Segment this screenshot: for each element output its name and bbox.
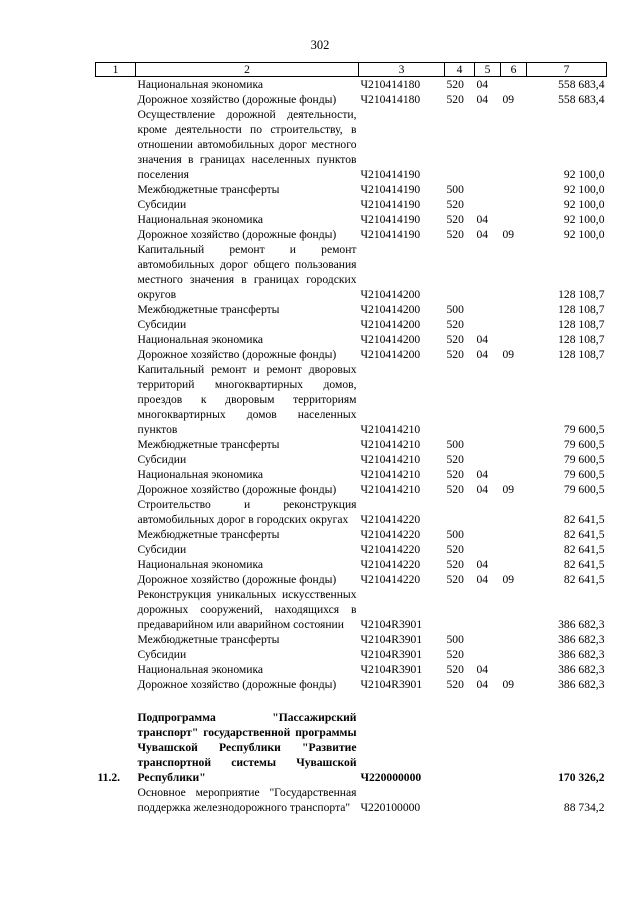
table-row bbox=[96, 107, 607, 182]
row-amount: 128 108,7 bbox=[558, 318, 605, 331]
row-col5 bbox=[475, 437, 501, 452]
row-name: Межбюджетные трансферты bbox=[137, 183, 280, 196]
row-col6 bbox=[501, 197, 527, 212]
table-row bbox=[96, 347, 607, 362]
row-name: Субсидии bbox=[137, 318, 187, 331]
row-col5 bbox=[475, 785, 501, 815]
row-number bbox=[96, 467, 136, 482]
row-code: Ч210414220 bbox=[360, 558, 421, 571]
spacer-cell bbox=[136, 692, 359, 710]
row-code: Ч210414210 bbox=[360, 423, 421, 436]
table-row bbox=[96, 182, 607, 197]
row-number bbox=[96, 647, 136, 662]
row-number bbox=[96, 482, 136, 497]
row-number bbox=[96, 242, 136, 302]
row-number bbox=[96, 557, 136, 572]
row-code: Ч2104R3901 bbox=[360, 663, 423, 676]
row-name: Межбюджетные трансферты bbox=[137, 528, 280, 541]
spacer-row bbox=[96, 692, 607, 710]
row-name: Дорожное хозяйство (дорожные фонды) bbox=[137, 678, 337, 691]
row-col4: 520 bbox=[446, 543, 464, 556]
row-col4: 500 bbox=[446, 528, 464, 541]
row-col4 bbox=[445, 710, 475, 785]
row-name: Национальная экономика bbox=[137, 78, 264, 91]
table-row bbox=[96, 212, 607, 227]
row-code: Ч210414220 bbox=[360, 528, 421, 541]
row-code: Ч2104R3901 bbox=[360, 618, 423, 631]
spacer-cell bbox=[475, 692, 501, 710]
row-number bbox=[96, 632, 136, 647]
table-row bbox=[96, 317, 607, 332]
row-col6: 09 bbox=[502, 348, 515, 361]
row-name: Дорожное хозяйство (дорожные фонды) bbox=[137, 93, 337, 106]
col-header-6: 6 bbox=[501, 63, 527, 77]
row-col5 bbox=[475, 317, 501, 332]
row-number bbox=[96, 212, 136, 227]
row-col5 bbox=[475, 542, 501, 557]
row-col4: 520 bbox=[446, 348, 464, 361]
spacer-cell bbox=[96, 692, 136, 710]
row-col5 bbox=[475, 647, 501, 662]
row-amount: 82 641,5 bbox=[563, 573, 605, 586]
row-number bbox=[96, 677, 136, 692]
table-row bbox=[96, 587, 607, 632]
row-col6 bbox=[501, 527, 527, 542]
row-number bbox=[96, 587, 136, 632]
row-number: 11.2. bbox=[97, 771, 121, 784]
spacer-cell bbox=[527, 692, 607, 710]
table-row bbox=[96, 242, 607, 302]
row-col4 bbox=[445, 242, 475, 302]
row-name: Дорожное хозяйство (дорожные фонды) bbox=[137, 228, 337, 241]
table-row bbox=[96, 332, 607, 347]
row-col5 bbox=[475, 302, 501, 317]
row-col5: 04 bbox=[476, 678, 489, 691]
row-col4: 520 bbox=[446, 558, 464, 571]
table-row bbox=[96, 302, 607, 317]
row-col6 bbox=[501, 302, 527, 317]
row-name: Субсидии bbox=[137, 648, 187, 661]
row-amount: 79 600,5 bbox=[563, 423, 605, 436]
row-number bbox=[96, 437, 136, 452]
row-amount: 82 641,5 bbox=[563, 543, 605, 556]
row-col4: 500 bbox=[446, 183, 464, 196]
row-col5 bbox=[475, 242, 501, 302]
row-name: Национальная экономика bbox=[137, 468, 264, 481]
row-amount: 79 600,5 bbox=[563, 468, 605, 481]
row-amount: 128 108,7 bbox=[558, 288, 605, 301]
row-col5: 04 bbox=[476, 663, 489, 676]
row-code: Ч210414220 bbox=[360, 543, 421, 556]
row-col5: 04 bbox=[476, 93, 489, 106]
row-name: Межбюджетные трансферты bbox=[137, 633, 280, 646]
row-number bbox=[96, 92, 136, 107]
row-code: Ч210414180 bbox=[360, 78, 421, 91]
row-col6 bbox=[501, 332, 527, 347]
row-col5 bbox=[475, 497, 501, 527]
table-row bbox=[96, 227, 607, 242]
row-code: Ч210414190 bbox=[360, 168, 421, 181]
row-col6: 09 bbox=[502, 228, 515, 241]
row-amount: 386 682,3 bbox=[558, 648, 605, 661]
table-row bbox=[96, 437, 607, 452]
row-amount: 79 600,5 bbox=[563, 453, 605, 466]
table-row bbox=[96, 677, 607, 692]
row-number bbox=[96, 107, 136, 182]
row-col6 bbox=[501, 317, 527, 332]
row-col5 bbox=[475, 710, 501, 785]
row-col4 bbox=[445, 587, 475, 632]
row-code: Ч210414210 bbox=[360, 468, 421, 481]
row-code: Ч210414200 bbox=[360, 348, 421, 361]
row-col4: 520 bbox=[446, 453, 464, 466]
row-col6 bbox=[501, 785, 527, 815]
row-col4: 500 bbox=[446, 303, 464, 316]
row-number bbox=[96, 227, 136, 242]
row-col6 bbox=[501, 77, 527, 93]
row-number bbox=[96, 452, 136, 467]
table-row bbox=[96, 92, 607, 107]
row-code: Ч2104R3901 bbox=[360, 678, 423, 691]
row-number bbox=[96, 527, 136, 542]
row-amount: 558 683,4 bbox=[558, 78, 605, 91]
col-header-7: 7 bbox=[527, 63, 607, 77]
row-col4: 520 bbox=[446, 678, 464, 691]
row-col5 bbox=[475, 182, 501, 197]
row-col4: 520 bbox=[446, 648, 464, 661]
table-row bbox=[96, 197, 607, 212]
row-code: Ч210414210 bbox=[360, 453, 421, 466]
row-col4: 520 bbox=[446, 483, 464, 496]
row-col6 bbox=[501, 467, 527, 482]
table-row bbox=[96, 497, 607, 527]
row-col4: 520 bbox=[446, 228, 464, 241]
row-name: Подпрограмма "Пассажирский транспорт" государственной программы Чувашской Республики "Развитие транспортной системы Чувашской Республики" bbox=[137, 711, 357, 784]
row-col5 bbox=[475, 197, 501, 212]
table-row bbox=[96, 572, 607, 587]
row-col4: 500 bbox=[446, 438, 464, 451]
row-code: Ч210414210 bbox=[360, 438, 421, 451]
row-amount: 79 600,5 bbox=[563, 483, 605, 496]
row-col6 bbox=[501, 212, 527, 227]
table-row bbox=[96, 557, 607, 572]
row-col5 bbox=[475, 527, 501, 542]
row-code: Ч220000000 bbox=[360, 771, 422, 784]
row-name: Капитальный ремонт и ремонт дворовых территорий многоквартирных домов, проездов к дворовым территориям многоквартирных домов населенных пунктов bbox=[137, 363, 357, 436]
row-name: Дорожное хозяйство (дорожные фонды) bbox=[137, 483, 337, 496]
col-header-1: 1 bbox=[96, 63, 136, 77]
row-col4: 520 bbox=[446, 333, 464, 346]
row-col6 bbox=[501, 107, 527, 182]
row-number bbox=[96, 77, 136, 93]
table-row bbox=[96, 647, 607, 662]
row-col4: 520 bbox=[446, 93, 464, 106]
row-col6 bbox=[501, 710, 527, 785]
row-col5: 04 bbox=[476, 558, 489, 571]
row-number bbox=[96, 497, 136, 527]
table-row bbox=[96, 632, 607, 647]
row-col5 bbox=[475, 452, 501, 467]
row-col4: 520 bbox=[446, 318, 464, 331]
row-col5 bbox=[475, 587, 501, 632]
row-col6 bbox=[501, 557, 527, 572]
row-code: Ч2104R3901 bbox=[360, 633, 423, 646]
row-amount: 79 600,5 bbox=[563, 438, 605, 451]
table-row bbox=[96, 452, 607, 467]
row-col5 bbox=[475, 362, 501, 437]
row-code: Ч210414200 bbox=[360, 303, 421, 316]
row-number bbox=[96, 572, 136, 587]
row-name: Осуществление дорожной деятельности, кроме деятельности по строительству, в отношении автомобильных дорог местного значения в границах населенных пунктов поселения bbox=[137, 108, 357, 181]
row-amount: 386 682,3 bbox=[558, 678, 605, 691]
row-col5: 04 bbox=[476, 483, 489, 496]
row-code: Ч2104R3901 bbox=[360, 648, 423, 661]
row-amount: 82 641,5 bbox=[563, 528, 605, 541]
spacer-cell bbox=[445, 692, 475, 710]
row-col5: 04 bbox=[476, 348, 489, 361]
row-code: Ч210414180 bbox=[360, 93, 421, 106]
spacer-cell bbox=[501, 692, 527, 710]
table-row bbox=[96, 542, 607, 557]
row-col4: 520 bbox=[446, 573, 464, 586]
row-col4: 520 bbox=[446, 213, 464, 226]
row-col6 bbox=[501, 452, 527, 467]
row-name: Национальная экономика bbox=[137, 213, 264, 226]
row-number bbox=[96, 197, 136, 212]
row-col5: 04 bbox=[476, 573, 489, 586]
row-amount: 128 108,7 bbox=[558, 303, 605, 316]
row-name: Субсидии bbox=[137, 543, 187, 556]
table-row bbox=[96, 77, 607, 93]
row-col5: 04 bbox=[476, 333, 489, 346]
row-col4 bbox=[445, 497, 475, 527]
row-name: Субсидии bbox=[137, 453, 187, 466]
row-name: Национальная экономика bbox=[137, 333, 264, 346]
row-number bbox=[96, 785, 136, 815]
row-col6 bbox=[501, 632, 527, 647]
row-code: Ч210414190 bbox=[360, 198, 421, 211]
row-amount: 88 734,2 bbox=[563, 801, 605, 814]
row-code: Ч210414220 bbox=[360, 513, 421, 526]
spacer-cell bbox=[359, 692, 445, 710]
row-col5: 04 bbox=[476, 78, 489, 91]
row-col6: 09 bbox=[502, 573, 515, 586]
col-header-5: 5 bbox=[475, 63, 501, 77]
row-number bbox=[96, 317, 136, 332]
row-col4 bbox=[445, 785, 475, 815]
col-header-2: 2 bbox=[136, 63, 359, 77]
row-col5: 04 bbox=[476, 228, 489, 241]
row-number bbox=[96, 332, 136, 347]
row-col6 bbox=[501, 587, 527, 632]
row-number bbox=[96, 302, 136, 317]
row-code: Ч210414190 bbox=[360, 213, 421, 226]
row-col5: 04 bbox=[476, 468, 489, 481]
row-code: Ч210414220 bbox=[360, 573, 421, 586]
row-code: Ч210414200 bbox=[360, 288, 421, 301]
table-row bbox=[96, 662, 607, 677]
col-header-3: 3 bbox=[359, 63, 445, 77]
row-amount: 128 108,7 bbox=[558, 348, 605, 361]
table-row bbox=[96, 482, 607, 497]
row-amount: 82 641,5 bbox=[563, 513, 605, 526]
row-col6 bbox=[501, 662, 527, 677]
row-col6: 09 bbox=[502, 93, 515, 106]
row-name: Национальная экономика bbox=[137, 558, 264, 571]
table-header-row bbox=[96, 63, 607, 77]
row-amount: 92 100,0 bbox=[563, 183, 605, 196]
row-amount: 128 108,7 bbox=[558, 333, 605, 346]
row-amount: 170 326,2 bbox=[558, 771, 605, 784]
row-name: Основное мероприятие "Государственная поддержка железнодорожного транспорта" bbox=[137, 786, 357, 814]
row-col6 bbox=[501, 647, 527, 662]
row-code: Ч210414200 bbox=[360, 318, 421, 331]
table-row bbox=[96, 785, 607, 815]
row-amount: 386 682,3 bbox=[558, 633, 605, 646]
table-row bbox=[96, 710, 607, 785]
row-name: Реконструкция уникальных искусственных дорожных сооружений, находящихся в предаварийном или аварийном состоянии bbox=[137, 588, 357, 631]
row-code: Ч210414190 bbox=[360, 228, 421, 241]
row-col6: 09 bbox=[502, 678, 515, 691]
row-col6 bbox=[501, 242, 527, 302]
row-amount: 92 100,0 bbox=[563, 228, 605, 241]
row-code: Ч210414200 bbox=[360, 333, 421, 346]
row-col6 bbox=[501, 542, 527, 557]
row-number bbox=[96, 662, 136, 677]
row-number bbox=[96, 347, 136, 362]
table-row bbox=[96, 527, 607, 542]
row-col6 bbox=[501, 362, 527, 437]
table-row bbox=[96, 362, 607, 437]
row-name: Межбюджетные трансферты bbox=[137, 438, 280, 451]
row-amount: 92 100,0 bbox=[563, 198, 605, 211]
table-row bbox=[96, 467, 607, 482]
row-name: Строительство и реконструкция автомобильных дорог в городских округах bbox=[137, 498, 357, 526]
row-col6 bbox=[501, 182, 527, 197]
row-col4 bbox=[445, 362, 475, 437]
row-amount: 92 100,0 bbox=[563, 168, 605, 181]
row-amount: 558 683,4 bbox=[558, 93, 605, 106]
row-col6 bbox=[501, 497, 527, 527]
row-col4: 500 bbox=[446, 633, 464, 646]
row-amount: 82 641,5 bbox=[563, 558, 605, 571]
row-code: Ч210414210 bbox=[360, 483, 421, 496]
row-col4: 520 bbox=[446, 198, 464, 211]
row-name: Дорожное хозяйство (дорожные фонды) bbox=[137, 348, 337, 361]
row-col5: 04 bbox=[476, 213, 489, 226]
row-name: Субсидии bbox=[137, 198, 187, 211]
row-amount: 92 100,0 bbox=[563, 213, 605, 226]
row-name: Капитальный ремонт и ремонт автомобильных дорог общего пользования местного значения в границах городских округов bbox=[137, 243, 357, 301]
row-col6: 09 bbox=[502, 483, 515, 496]
row-name: Национальная экономика bbox=[137, 663, 264, 676]
row-amount: 386 682,3 bbox=[558, 618, 605, 631]
row-col4: 520 bbox=[446, 78, 464, 91]
row-name: Межбюджетные трансферты bbox=[137, 303, 280, 316]
row-col5 bbox=[475, 632, 501, 647]
row-name: Дорожное хозяйство (дорожные фонды) bbox=[137, 573, 337, 586]
row-col5 bbox=[475, 107, 501, 182]
budget-table bbox=[95, 62, 607, 815]
row-number bbox=[96, 182, 136, 197]
row-amount: 386 682,3 bbox=[558, 663, 605, 676]
col-header-4: 4 bbox=[445, 63, 475, 77]
row-col4: 520 bbox=[446, 468, 464, 481]
row-code: Ч210414190 bbox=[360, 183, 421, 196]
row-number bbox=[96, 362, 136, 437]
row-col4: 520 bbox=[446, 663, 464, 676]
page-number: 302 bbox=[310, 38, 330, 52]
row-code: Ч220100000 bbox=[360, 801, 421, 814]
row-col4 bbox=[445, 107, 475, 182]
row-number bbox=[96, 542, 136, 557]
row-col6 bbox=[501, 437, 527, 452]
